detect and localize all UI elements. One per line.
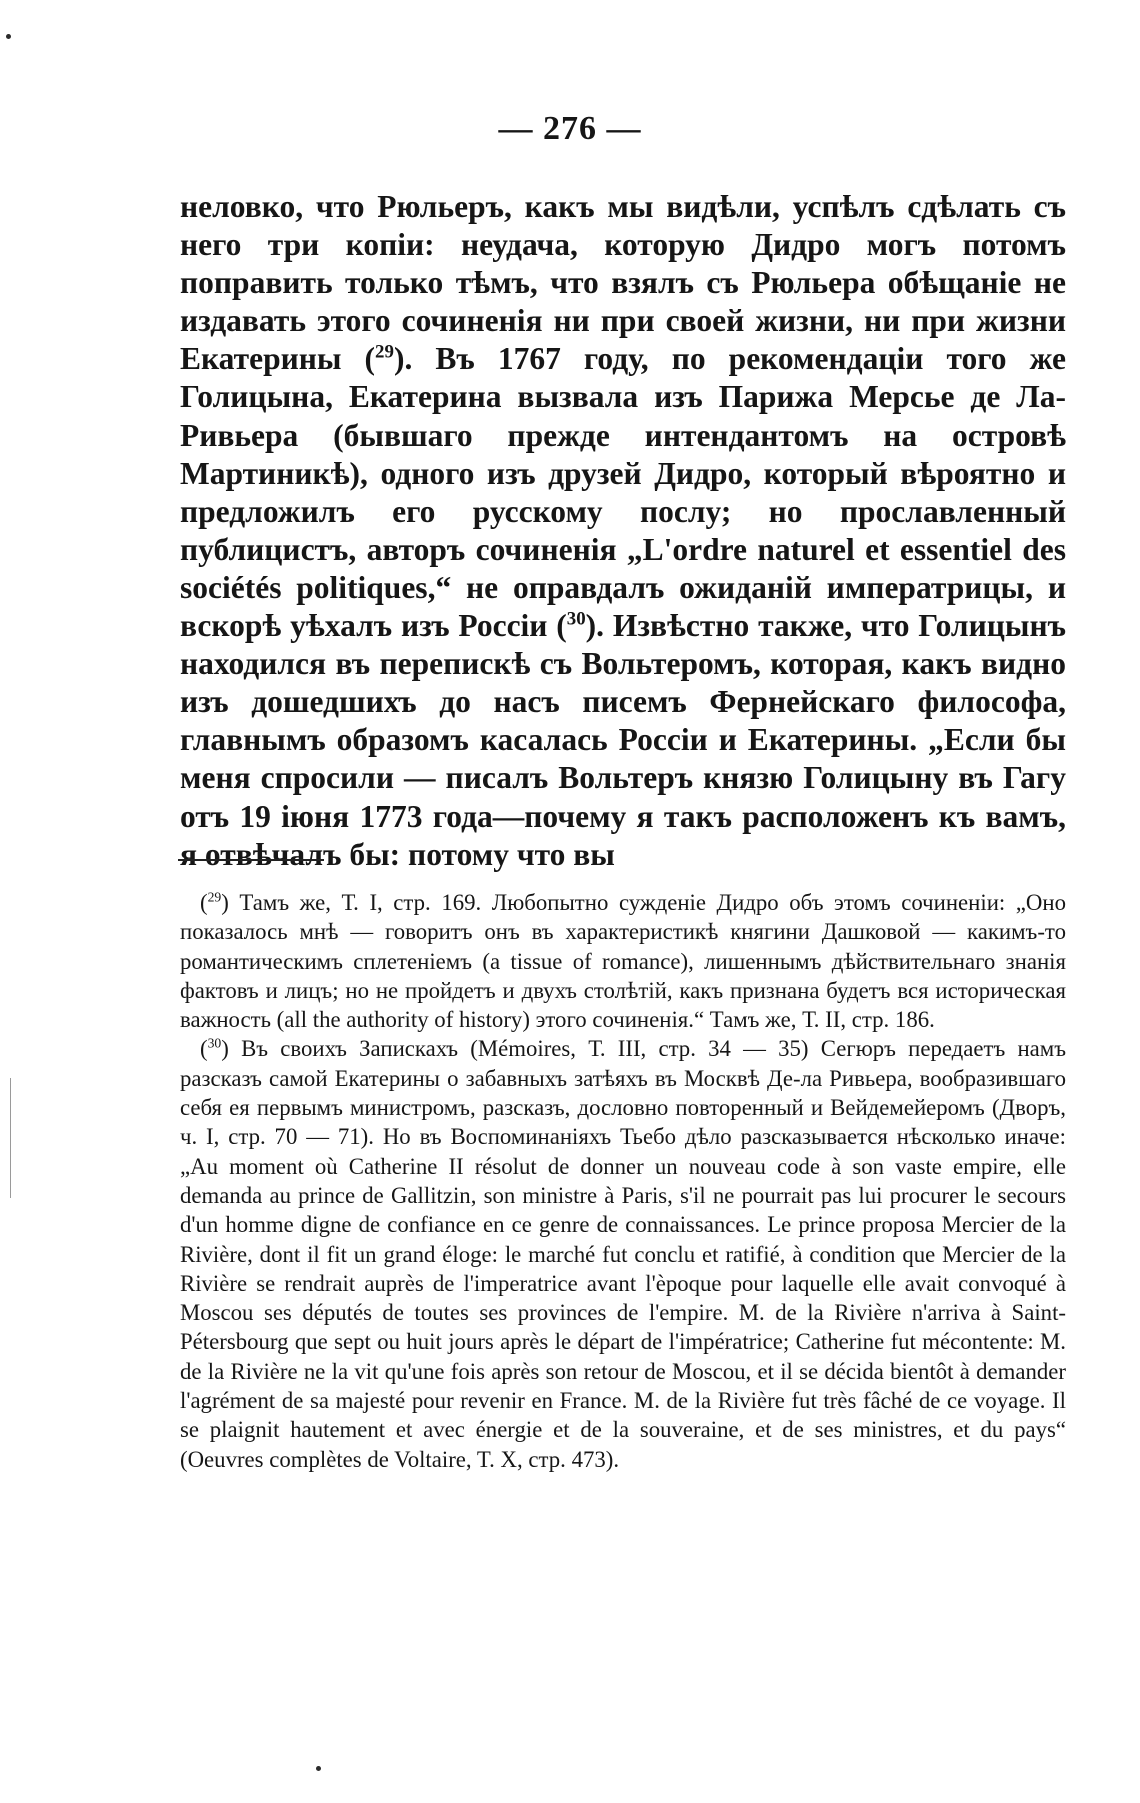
body-text-part: . Въ 1767 году, по рекомендаціи того же Голицына, Екатерина вызвала изъ Парижа Мерсье де Ла-Ривьера (бывшаго прежде интендантомъ на островѣ Мартиникѣ), одного изъ друзей Дидро, который вѣроятно и предложилъ его русскому послу; но прославленный публицистъ, авторъ сочиненія „L'ordre naturel et essentiel des sociétés politiques,“ не оправдалъ ожиданій императрицы, и вскорѣ уѣхалъ изъ Россіи	[180, 341, 1066, 644]
footnote: ($^{30}$) Въ своихъ Запискахъ (Mémoires, Т. III, стр. 34 — 35) Сегюръ передаетъ намъ разсказъ самой Екатерины о забавныхъ затѣяхъ въ Москвѣ Де-ла Ривьера, вообразившаго себя ея первымъ министромъ, разсказъ, дословно повторенный и Вейдемейеромъ (Дворъ, ч. I, стр. 70 — 71). Но въ Воспоминаніяхъ Тьебо дѣло разсказывается нѣсколько иначе: „Au moment où Catherine II résolut de donner un nouveau code à son vaste empire, elle demanda au prince de Gallitzin, son ministre à Paris, s'il ne pourrait pas lui procurer le secours d'un homme digne de confiance en ce genre de connaissances. Le prince proposa Mercier de la Rivière, dont il fit un grand éloge: le marché fut conclu et ratifié, à condition que Mercier de la Rivière se rendrait auprès de l'imperatrice avant l'èpoque pour laquelle elle avait convoqué à Moscou ses députés de toutes ses provinces de l'empire. M. de la Rivière n'arriva à Saint-Pétersbourg que sept ou huit jours après le départ de l'impératrice; Catherine fut mécontente: M. de la Rivière ne la vit qu'une fois après son retour de Moscou, et il se décida bientôt à demander l'agrément de sa majesté pour revenir en France. M. de la Rivière fut très fâché de ce voyage. Il se plaignit hautement et avec énergie et de la souveraine, et de ses ministres, et du pays“ (Oeuvres complètes de Voltaire, T. X, стр. 473).	[180, 1035, 1066, 1472]
body-paragraph: неловко, что Рюльеръ, какъ мы видѣли, успѣлъ сдѣлать съ него три копіи: неудача, которую Дидро могъ потомъ поправить только тѣмъ, что взялъ съ Рюльера обѣщаніе не издавать этого сочиненія ни при своей жизни, ни при жизни Екатерины ($^{29}$). Въ 1767 году, по рекомендаціи того же Голицына, Екатерина вызвала изъ Парижа Мерсье де Ла-Ривьера (бывшаго прежде интендантомъ на островѣ Мартиникѣ), одного изъ друзей Дидро, который вѣроятно и предложилъ его русскому послу; но прославленный публицистъ, авторъ сочиненія „L'ordre naturel et essentiel des sociétés politiques,“ не оправдалъ ожиданій императрицы, и вскорѣ уѣхалъ изъ Россіи ($^{30}$). Извѣстно также, что Голицынъ находился въ перепискѣ съ Вольтеромъ, которая, какъ видно изъ дошедшихъ до насъ писемъ Фернейскаго философа, главнымъ образомъ касалась Россіи и Екатерины. „Если бы меня спросили — писалъ Вольтеръ князю Голицыну въ Гагу отъ 19 іюня 1773 года—почему я такъ расположенъ къ вамъ, я отвѣчалъ бы: потому что вы	[180, 189, 1066, 872]
footnote-text: Въ своихъ Запискахъ (Mémoires, Т. III, стр. 34 — 35) Сегюръ передаетъ намъ разсказъ самой Екатерины о забавныхъ затѣяхъ въ Москвѣ Де-ла Ривьера, вообразившаго себя ея первымъ министромъ, разсказъ, дословно повторенный и Вейдемейеромъ (Дворъ, ч. I, стр. 70 — 71). Но въ Воспоминаніяхъ Тьебо дѣло разсказывается нѣсколько иначе: „Au moment où Catherine II résolut de donner un nouveau code à son vaste empire, elle demanda au prince de Gallitzin, son ministre à Paris, s'il ne pourrait pas lui procurer le secours d'un homme digne de confiance en ce genre de connaissances. Le prince proposa Mercier de la Rivière, dont il fit un grand éloge: le marché fut conclu et ratifié, à condition que Mercier de la Rivière se rendrait auprès de l'imperatrice avant l'èpoque pour laquelle elle avait convoqué à Moscou ses députés de toutes ses provinces de l'empire. M. de la Rivière n'arriva à Saint-Pétersbourg que sept ou huit jours après le départ de l'impératrice; Catherine fut mécontente: M. de la Rivière ne la vit qu'une fois après son retour de Moscou, et il se décida bientôt à demander l'agrément de sa majesté pour revenir en France. M. de la Rivière fut très fâché de ce voyage. Il se plaignit hautement et avec énergie et de la souveraine, et de ses ministres, et du pays“ (Oeuvres complètes de Voltaire, T. X, стр. 473).	[180, 1036, 1066, 1472]
page-number: — 276 —	[498, 110, 642, 147]
body-text-part: . Извѣстно также, что Голицынъ находился въ перепискѣ съ Вольтеромъ, которая, какъ видно изъ дошедшихъ до насъ писемъ Фернейскаго философа, главнымъ образомъ касалась Россіи и Екатерины. „Если бы меня спросили — писалъ Вольтеръ князю Голицыну въ Гагу отъ 19 іюня 1773 года—почему я такъ расположенъ къ вамъ, я отвѣчалъ бы: потому что вы	[180, 608, 1066, 872]
footnote-reference[interactable]: 29	[375, 341, 394, 363]
footnote-marker: 30	[207, 1035, 222, 1051]
scan-speck	[316, 1766, 321, 1771]
footnote: ($^{29}$) Тамъ же, Т. I, стр. 169. Любопытно сужденіе Дидро объ этомъ сочиненіи: „Оно показалось мнѣ — говоритъ онъ въ характеристикѣ княгини Дашковой — какимъ-то романтическимъ сплетеніемъ (a tissue of romance), лишеннымъ дѣйствительнаго знанія фактовъ и лицъ; но не пройдетъ и двухъ столѣтій, какъ признана будетъ вся историческая важность (all the authority of history) этого сочиненія.“ Тамъ же, Т. II, стр. 186.	[180, 889, 1066, 1033]
footnote-text: Тамъ же, Т. I, стр. 169. Любопытно сужденіе Дидро объ этомъ сочиненіи: „Оно показалось мнѣ — говоритъ онъ въ характеристикѣ княгини Дашковой — какимъ-то романтическимъ сплетеніемъ (a tissue of romance), лишеннымъ дѣйствительнаго знанія фактовъ и лицъ; но не пройдетъ и двухъ столѣтій, какъ признана будетъ вся историческая важность (all the authority of history) этого сочиненія.“ Тамъ же, Т. II, стр. 186.	[180, 890, 1066, 1033]
scan-margin-mark	[10, 1078, 11, 1198]
body-text-part: неловко, что Рюльеръ, какъ мы видѣли, успѣлъ сдѣлать съ него три копіи: неудача, которую Дидро могъ потомъ поправить только тѣмъ, что взялъ съ Рюльера обѣщаніе не издавать этого сочиненія ни при своей жизни, ни при жизни Екатерины	[180, 189, 1066, 377]
footnote-marker: 29	[207, 889, 222, 905]
footnote-divider	[178, 859, 324, 861]
footnotes-section	[180, 888, 1066, 1474]
footnote-reference[interactable]: 30	[566, 608, 586, 630]
scan-speck	[6, 34, 11, 39]
